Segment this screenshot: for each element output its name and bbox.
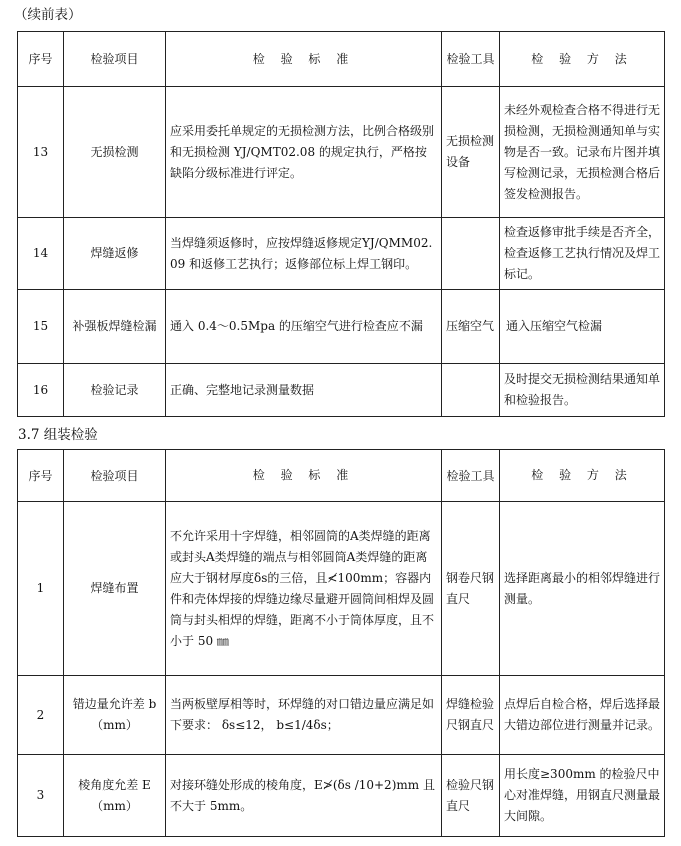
- row-no: 13: [18, 87, 64, 218]
- table-row: [18, 218, 665, 290]
- table-row: [18, 755, 665, 837]
- row-standard: 对接环缝处形成的棱角度，E≯(δs /10+2)mm 且不大于 5mm。: [166, 755, 442, 837]
- header-no: 序号: [18, 32, 64, 87]
- header-item: 检验项目: [64, 32, 166, 87]
- row-tool: 无损检测设备: [442, 87, 500, 218]
- table-row: [18, 676, 665, 755]
- row-standard: 当焊缝须返修时，应按焊缝返修规定YJ/QMM02.09 和返修工艺执行；返修部位标上焊工钢印。: [166, 218, 442, 290]
- header-no: 序号: [18, 450, 64, 502]
- header-standard: 检 验 标 准: [166, 450, 442, 502]
- row-tool: [442, 364, 500, 417]
- table-row: [18, 87, 665, 218]
- row-no: 2: [18, 676, 64, 755]
- header-standard: 检 验 标 准: [166, 32, 442, 87]
- row-item: 无损检测: [64, 87, 166, 218]
- row-item: 补强板焊缝检漏: [64, 290, 166, 364]
- row-tool: 检验尺钢直尺: [442, 755, 500, 837]
- row-standard: 应采用委托单规定的无损检测方法，比例合格级别和无损检测 YJ/QMT02.08 的规定执行，严格按缺陷分级标准进行评定。: [166, 87, 442, 218]
- header-item: 检验项目: [64, 450, 166, 502]
- row-method: 检查返修审批手续是否齐全，检查返修工艺执行情况及焊工标记。: [500, 218, 665, 290]
- row-method: 点焊后自检合格，焊后选择最大错边部位进行测量并记录。: [500, 676, 665, 755]
- row-no: 3: [18, 755, 64, 837]
- table-row: [18, 364, 665, 417]
- row-standard: 通入 0.4～0.5Mpa 的压缩空气进行检查应不漏: [166, 290, 442, 364]
- section-title: 3.7 组装检验: [18, 427, 98, 443]
- table-header-row: [18, 32, 665, 87]
- row-standard: 正确、完整地记录测量数据: [166, 364, 442, 417]
- header-tool: 检验工具: [442, 450, 500, 502]
- row-tool: [442, 218, 500, 290]
- header-method: 检 验 方 法: [500, 32, 665, 87]
- row-item: 错边量允许差 b（mm）: [64, 676, 166, 755]
- row-standard: 不允许采用十字焊缝，相邻圆筒的A类焊缝的距离或封头A类焊缝的端点与相邻圆筒A类焊缝的距离应大于钢材厚度δs的三倍，且≮100mm；容器内件和壳体焊接的焊缝边缘尽量避开圆筒间相焊及圆筒与封头相焊的焊缝，距离不小于筒体厚度，且不小于 50 ㎜: [166, 502, 442, 676]
- row-item: 检验记录: [64, 364, 166, 417]
- row-standard: 当两板壁厚相等时，环焊缝的对口错边量应满足如下要求： δs≤12， b≤1/4δs；: [166, 676, 442, 755]
- row-item: 焊缝布置: [64, 502, 166, 676]
- header-tool: 检验工具: [442, 32, 500, 87]
- inspection-table-continued: [17, 31, 665, 417]
- row-tool: 压缩空气: [442, 290, 500, 364]
- table-row: [18, 502, 665, 676]
- row-no: 15: [18, 290, 64, 364]
- row-no: 14: [18, 218, 64, 290]
- row-item: 焊缝返修: [64, 218, 166, 290]
- row-tool: 焊缝检验尺钢直尺: [442, 676, 500, 755]
- row-method: 选择距离最小的相邻焊缝进行测量。: [500, 502, 665, 676]
- row-tool: 钢卷尺钢直尺: [442, 502, 500, 676]
- continued-table-caption: （续前表）: [14, 7, 82, 23]
- row-method: 未经外观检查合格不得进行无损检测，无损检测通知单与实物是否一致。记录布片图并填写检测记录，无损检测合格后签发检测报告。: [500, 87, 665, 218]
- header-method: 检 验 方 法: [500, 450, 665, 502]
- row-no: 16: [18, 364, 64, 417]
- row-method: 用长度≥300mm 的检验尺中心对准焊缝，用钢直尺测量最大间隙。: [500, 755, 665, 837]
- row-method: 及时提交无损检测结果通知单和检验报告。: [500, 364, 665, 417]
- row-no: 1: [18, 502, 64, 676]
- assembly-inspection-table: [17, 449, 665, 837]
- row-item: 棱角度允差 E（mm）: [64, 755, 166, 837]
- table-header-row: [18, 450, 665, 502]
- row-method: 通入压缩空气检漏: [500, 290, 665, 364]
- table-row: [18, 290, 665, 364]
